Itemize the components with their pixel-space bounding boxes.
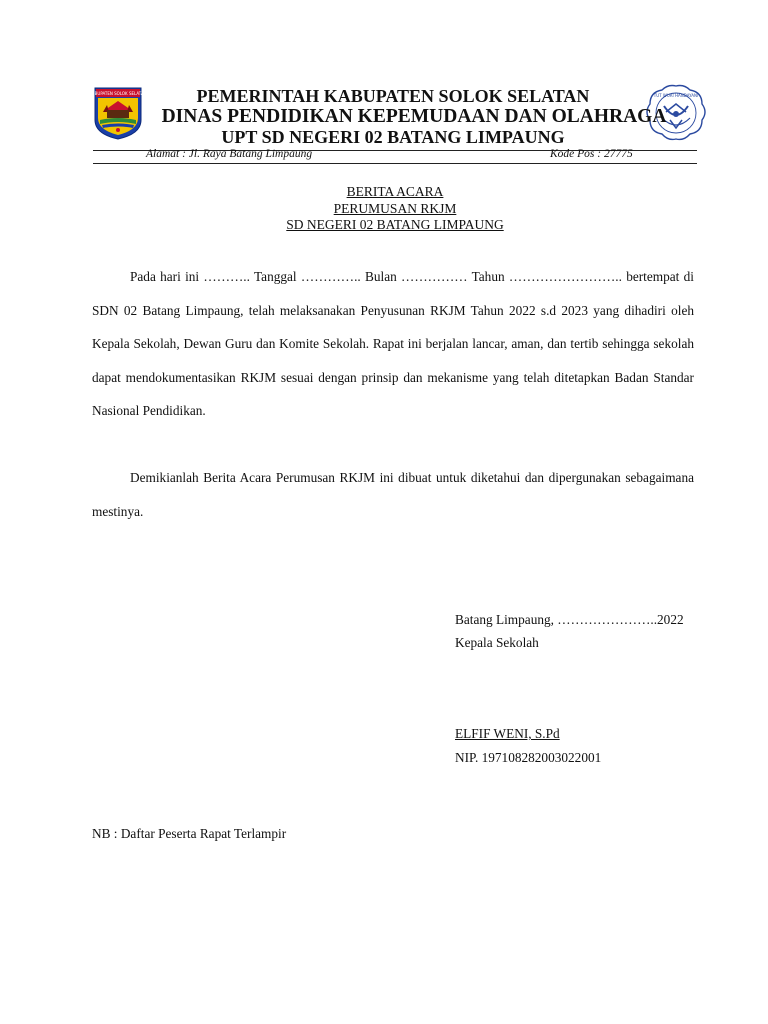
signature-place-date: Batang Limpaung, …………………..2022 xyxy=(455,612,684,627)
title-line-1: BERITA ACARA xyxy=(346,184,444,199)
letterhead-department: DINAS PENDIDIKAN KEPEMUDAAN DAN OLAHRAGA xyxy=(161,106,667,127)
signature-nip: NIP. 197108282003022001 xyxy=(455,750,602,765)
paragraph-2-text: Demikianlah Berita Acara Perumusan RKJM ini dibuat untuk diketahui dan dipergunakan sebagaimana mestinya. xyxy=(92,470,694,519)
paragraph-1-text: Pada hari ini ……….. Tanggal ………….. Bulan …………… Tahun …………………….. bertempat di SDN 02 Batang Limpaung, telah melaksanakan Penyusunan RKJM Tahun 2022 s.d 2023 yang dihadiri oleh Kepala Sekolah, Dewan Guru dan Komite Sekolah. Rapat ini berjalan lancar, aman, dan tertib sehingga sekolah dapat mendokumentasikan RKJM sesuai dengan prinsip dan mekanisme yang telah ditetapkan Badan Standar Nasional Pendidikan. xyxy=(92,269,694,419)
right-logo-text: TUT WURI HANDAYANI xyxy=(653,93,699,98)
title-line-3: SD NEGERI 02 BATANG LIMPAUNG xyxy=(286,217,504,232)
letterhead-address: Alamat : Jl. Raya Batang Limpaung xyxy=(146,148,313,160)
letterhead-bottom-rule xyxy=(93,163,697,164)
letterhead xyxy=(100,86,686,148)
body-paragraph-2 xyxy=(92,461,694,528)
signature-name: ELFIF WENI, S.Pd xyxy=(455,726,560,741)
left-logo-text: KABUPATEN SOLOK SELATAN xyxy=(89,91,147,96)
signature-role: Kepala Sekolah xyxy=(455,635,539,650)
document-title xyxy=(93,184,697,234)
letterhead-postal-code: Kode Pos : 27775 xyxy=(550,148,633,160)
letterhead-government: PEMERINTAH KABUPATEN SOLOK SELATAN xyxy=(196,86,590,106)
attachment-note: NB : Daftar Peserta Rapat Terlampir xyxy=(92,826,287,841)
body-paragraph-1 xyxy=(92,260,694,428)
title-line-2: PERUMUSAN RKJM xyxy=(333,200,457,216)
letterhead-school: UPT SD NEGERI 02 BATANG LIMPAUNG xyxy=(221,127,565,147)
